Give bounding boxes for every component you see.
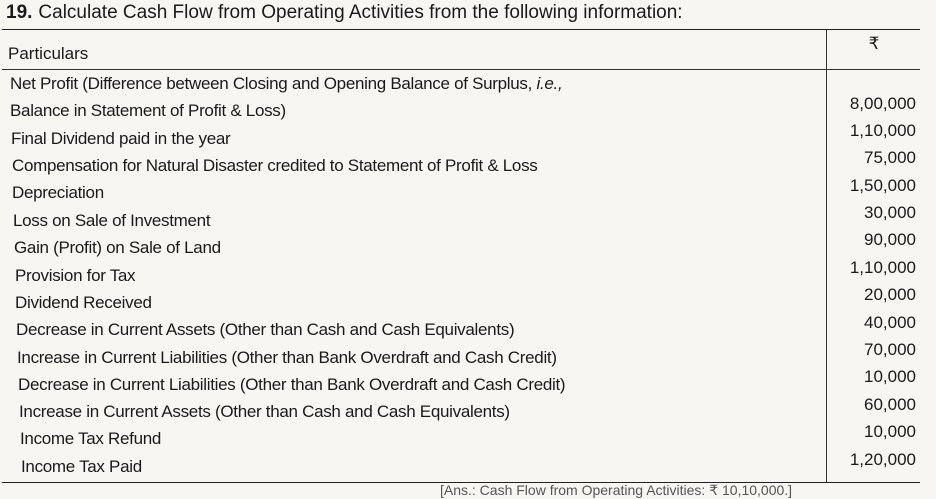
table-row-label: Final Dividend paid in the year (11, 129, 231, 148)
question-text: Calculate Cash Flow from Operating Activities from the following information: (38, 2, 683, 23)
table-row-amount: 60,000 (864, 395, 916, 414)
table-row-amount: 8,00,000 (849, 94, 916, 113)
table-row-amount: 1,50,000 (849, 176, 916, 195)
table-row-amount: 90,000 (864, 230, 916, 249)
table-row-amount: 70,000 (864, 340, 916, 359)
table-row-amount: 1,20,000 (849, 450, 916, 469)
table-row-label: Increase in Current Liabilities (Other than Bank Overdraft and Cash Credit) (17, 348, 557, 367)
table-row-amount: 1,10,000 (849, 258, 916, 277)
table-row-amount: 30,000 (864, 203, 916, 222)
question-number: 19. (6, 2, 33, 23)
column-divider (826, 30, 827, 482)
header-particulars: Particulars (8, 44, 89, 63)
table-row-label: Decrease in Current Liabilities (Other than Bank Overdraft and Cash Credit) (18, 375, 566, 394)
table-row-label: Depreciation (12, 183, 104, 202)
table-row-amount: 1,10,000 (849, 121, 916, 140)
table-row-label: Dividend Received (15, 293, 152, 312)
table-row-amount: 75,000 (864, 148, 916, 167)
answer-footnote: [Ans.: Cash Flow from Operating Activities: ₹ 10,10,000.] (440, 482, 793, 498)
particulars-table (2, 29, 920, 483)
table-row-label: Income Tax Paid (21, 457, 142, 476)
table-row-label: Net Profit (Difference between Closing and Opening Balance of Surplus, i.e., (10, 74, 563, 93)
question-heading (6, 2, 926, 24)
table-row-label: Gain (Profit) on Sale of Land (14, 238, 221, 257)
table-row-amount: 10,000 (864, 367, 916, 386)
table-row-label: Balance in Statement of Profit & Loss) (10, 101, 286, 120)
table-row-amount: 10,000 (864, 422, 916, 441)
table-row-label: Compensation for Natural Disaster credited to Statement of Profit & Loss (12, 156, 538, 175)
table-row-amount: 40,000 (864, 313, 916, 332)
table-row-label: Provision for Tax (15, 266, 136, 285)
header-amount: ₹ (868, 34, 880, 53)
table-row-label: Decrease in Current Assets (Other than Cash and Cash Equivalents) (16, 320, 515, 339)
header-divider (2, 69, 920, 70)
table-row-label: Loss on Sale of Investment (13, 211, 211, 230)
table-row-amount: 20,000 (864, 285, 916, 304)
table-row-label: Increase in Current Assets (Other than Cash and Cash Equivalents) (19, 402, 510, 421)
table-row-label: Income Tax Refund (20, 429, 162, 448)
